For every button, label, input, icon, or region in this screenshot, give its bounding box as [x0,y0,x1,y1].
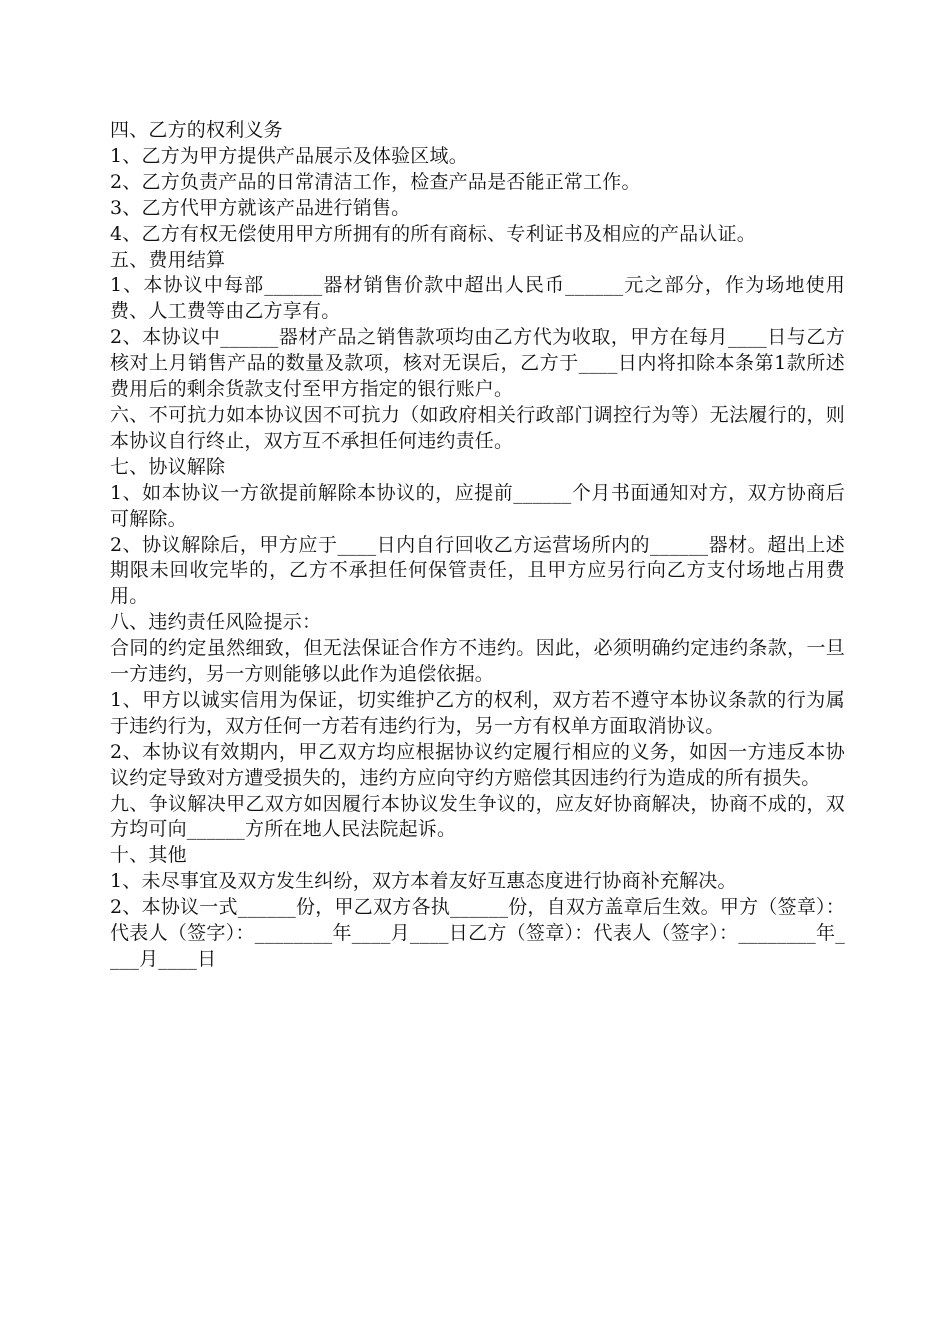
section-5-item-1: 1、本协议中每部______器材销售价款中超出人民币______元之部分，作为场地使用费、人工费等由乙方享有。 [110,274,845,323]
section-8-heading: 八、违约责任风险提示： [110,611,322,634]
section-10-item-2: 2、本协议一式______份，甲乙双方各执______份，自双方盖章后生效。甲方（签章）：代表人（签字）：________年____月____日乙方（签章）：代表人（签字）：________年____月____日 [110,896,845,970]
section-10-item-1: 1、未尽事宜及双方发生纠纷，双方本着友好互惠态度进行协商补充解决。 [110,870,737,893]
section-6-paragraph: 六、不可抗力如本协议因不可抗力（如政府相关行政部门调控行为等）无法履行的，则本协议自行终止，双方互不承担任何违约责任。 [110,403,845,452]
section-4-item-1: 1、乙方为甲方提供产品展示及体验区域。 [110,144,468,167]
section-5-item-2: 2、本协议中______器材产品之销售款项均由乙方代为收取，甲方在每月____日与乙方核对上月销售产品的数量及款项，核对无误后，乙方于____日内将扣除本条第1款所述费用后的剩余货款支付至甲方指定的银行账户。 [110,326,845,401]
section-9-paragraph: 九、争议解决甲乙双方如因履行本协议发生争议的，应友好协商解决，协商不成的，双方均可向______方所在地人民法院起诉。 [110,792,845,841]
document-body [110,118,845,973]
section-8-intro: 合同的约定虽然细致，但无法保证合作方不违约。因此，必须明确约定违约条款，一旦一方违约，另一方则能够以此作为追偿依据。 [110,637,845,686]
section-7-item-2: 2、协议解除后，甲方应于____日内自行回收乙方运营场所内的______器材。超出上述期限未回收完毕的，乙方不承担任何保管责任，且甲方应另行向乙方支付场地占用费用。 [110,533,845,608]
section-8-item-1: 1、甲方以诚实信用为保证，切实维护乙方的权利，双方若不遵守本协议条款的行为属于违约行为，双方任何一方若有违约行为，另一方有权单方面取消协议。 [110,688,845,737]
section-7-heading: 七、协议解除 [110,455,226,478]
section-10-heading: 十、其他 [110,844,187,867]
section-4-heading: 四、乙方的权利义务 [110,119,283,141]
section-4-item-2: 2、乙方负责产品的日常清洁工作，检查产品是否能正常工作。 [110,170,641,193]
section-7-item-1: 1、如本协议一方欲提前解除本协议的，应提前______个月书面通知对方，双方协商后可解除。 [110,481,845,530]
section-5-heading: 五、费用结算 [110,248,226,271]
section-4-item-3: 3、乙方代甲方就该产品进行销售。 [110,196,411,219]
section-4-item-4: 4、乙方有权无偿使用甲方所拥有的所有商标、专利证书及相应的产品认证。 [110,222,756,245]
section-8-item-2: 2、本协议有效期内，甲乙双方均应根据协议约定履行相应的义务，如因一方违反本协议约定导致对方遭受损失的，违约方应向守约方赔偿其因违约行为造成的所有损失。 [110,740,845,789]
